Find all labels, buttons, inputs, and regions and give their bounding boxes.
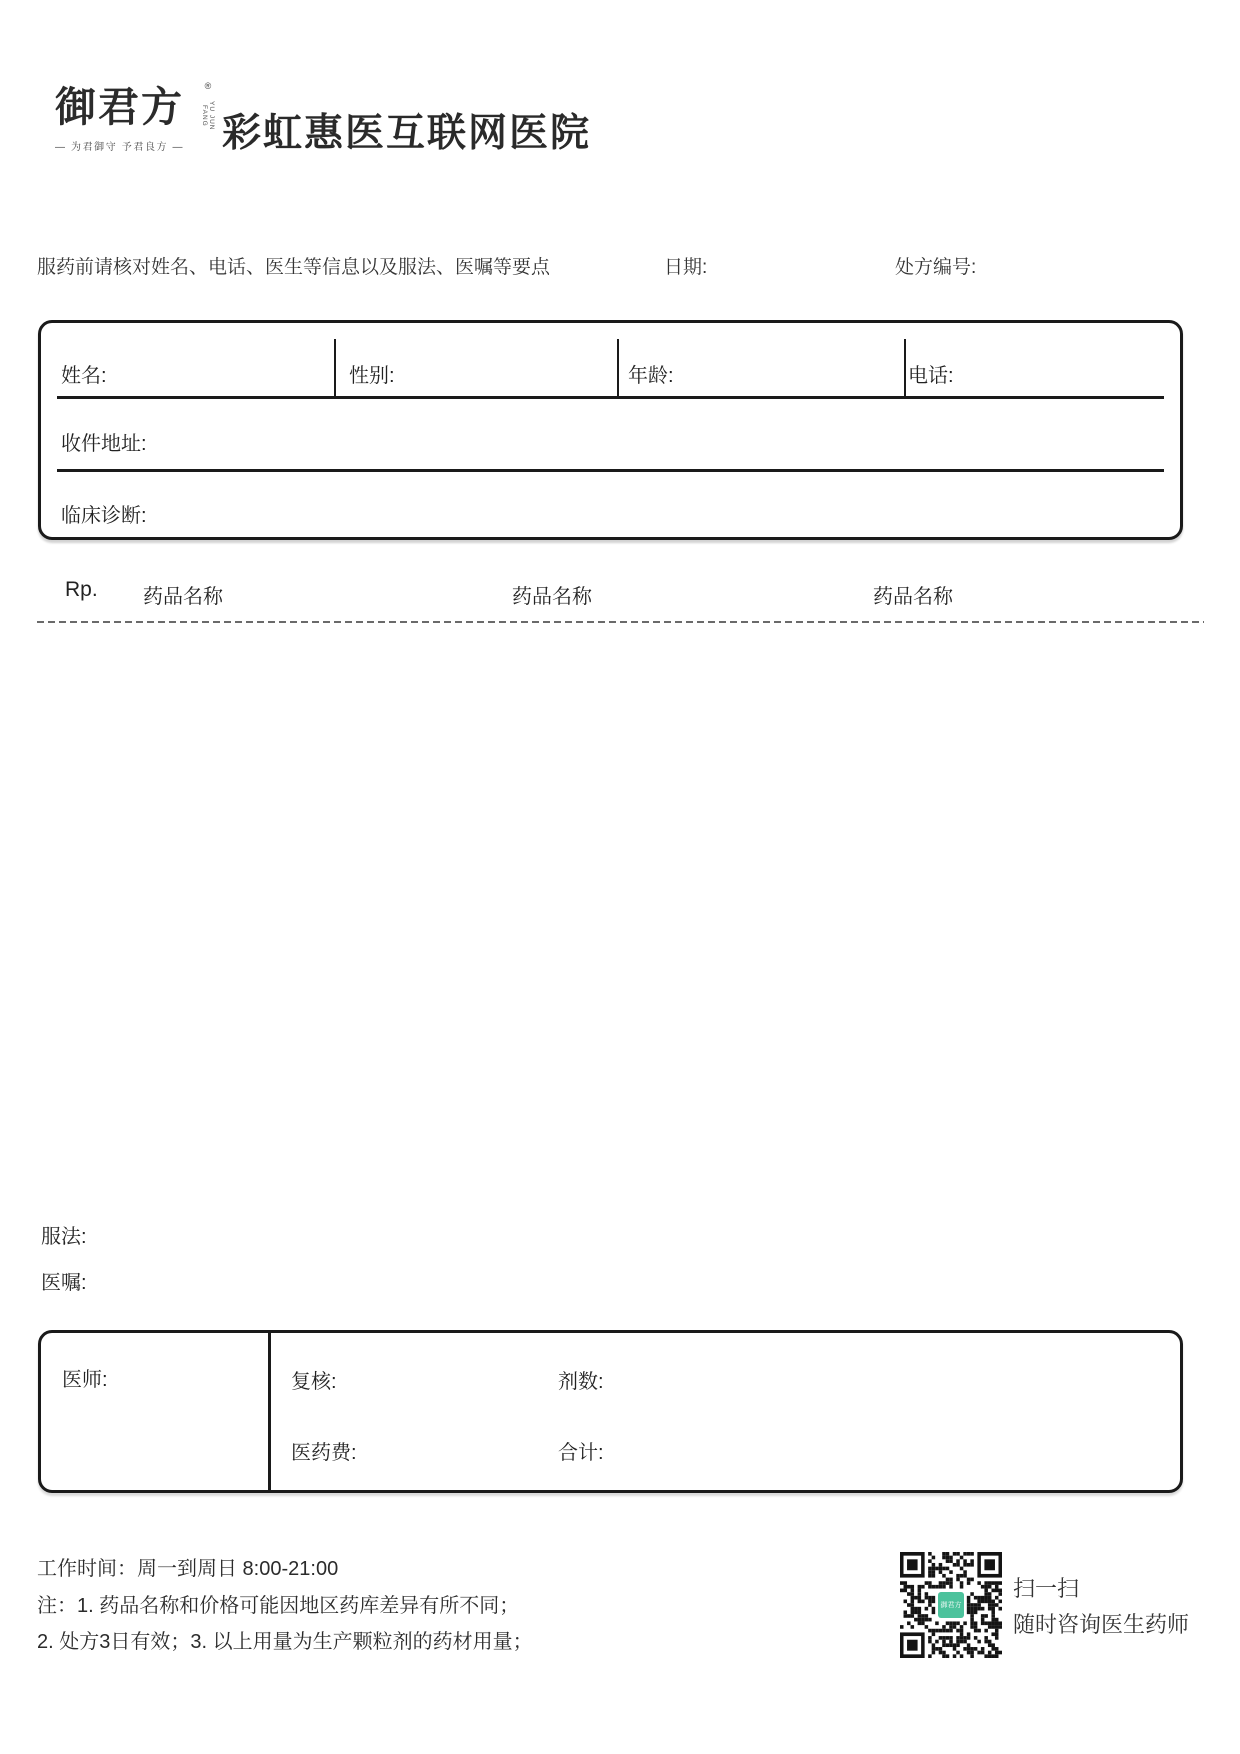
brand-logo [55,81,215,154]
brand-mark [201,82,215,139]
verify-notice: 服药前请核对姓名、电话、医生等信息以及服法、医嘱等要点 [37,257,551,278]
brand-name: 御君方 [55,83,184,131]
drug-name-column-header: 药品名称 [873,586,953,608]
qr-center-logo: 御君方 [938,1592,964,1618]
reviewer-label: 复核: [291,1371,337,1393]
usage-method-label: 服法: [41,1226,87,1248]
rp-label: Rp. [65,578,98,601]
rp-dashed-separator [37,621,1204,623]
brand-tagline: — 为君御守 予君良方 — [55,142,185,154]
brand-romanized: YU JUN FANG [201,101,215,131]
consult-qr-code [900,1552,1002,1658]
column-divider [904,339,906,397]
hospital-name: 彩虹惠医互联网医院 [222,112,592,155]
scan-sub-label: 随时咨询医生药师 [1013,1612,1190,1637]
name-label: 姓名: [61,365,107,387]
address-label: 收件地址: [61,433,147,455]
age-label: 年龄: [628,365,674,387]
total-label: 合计: [558,1442,604,1464]
row-divider [57,396,1164,399]
drug-name-column-header: 药品名称 [512,586,592,608]
column-divider [334,339,336,397]
date-label: 日期: [664,257,708,278]
gender-label: 性别: [349,365,395,387]
doctor-label: 医师: [62,1369,108,1391]
medicine-fee-label: 医药费: [291,1442,357,1464]
scan-label: 扫一扫 [1013,1576,1080,1601]
note-line-1: 注：1. 药品名称和价格可能因地区药库差异有所不同； [37,1595,520,1617]
signoff-divider [268,1333,271,1490]
work-hours: 工作时间：周一到周日 8:00-21:00 [37,1558,339,1580]
rx-number-label: 处方编号: [895,257,977,278]
signoff-box [38,1330,1183,1493]
note-line-2: 2. 处方3日有效；3. 以上用量为生产颗粒剂的药材用量； [37,1631,533,1653]
drug-name-column-header: 药品名称 [143,586,223,608]
registered-trademark-icon: ® [204,81,212,91]
doses-label: 剂数: [558,1371,604,1393]
patient-info-box [38,320,1183,540]
diagnosis-label: 临床诊断: [61,505,147,527]
doctor-advice-label: 医嘱: [41,1272,87,1294]
column-divider [617,339,619,397]
phone-label: 电话: [908,365,954,387]
row-divider [57,469,1164,472]
